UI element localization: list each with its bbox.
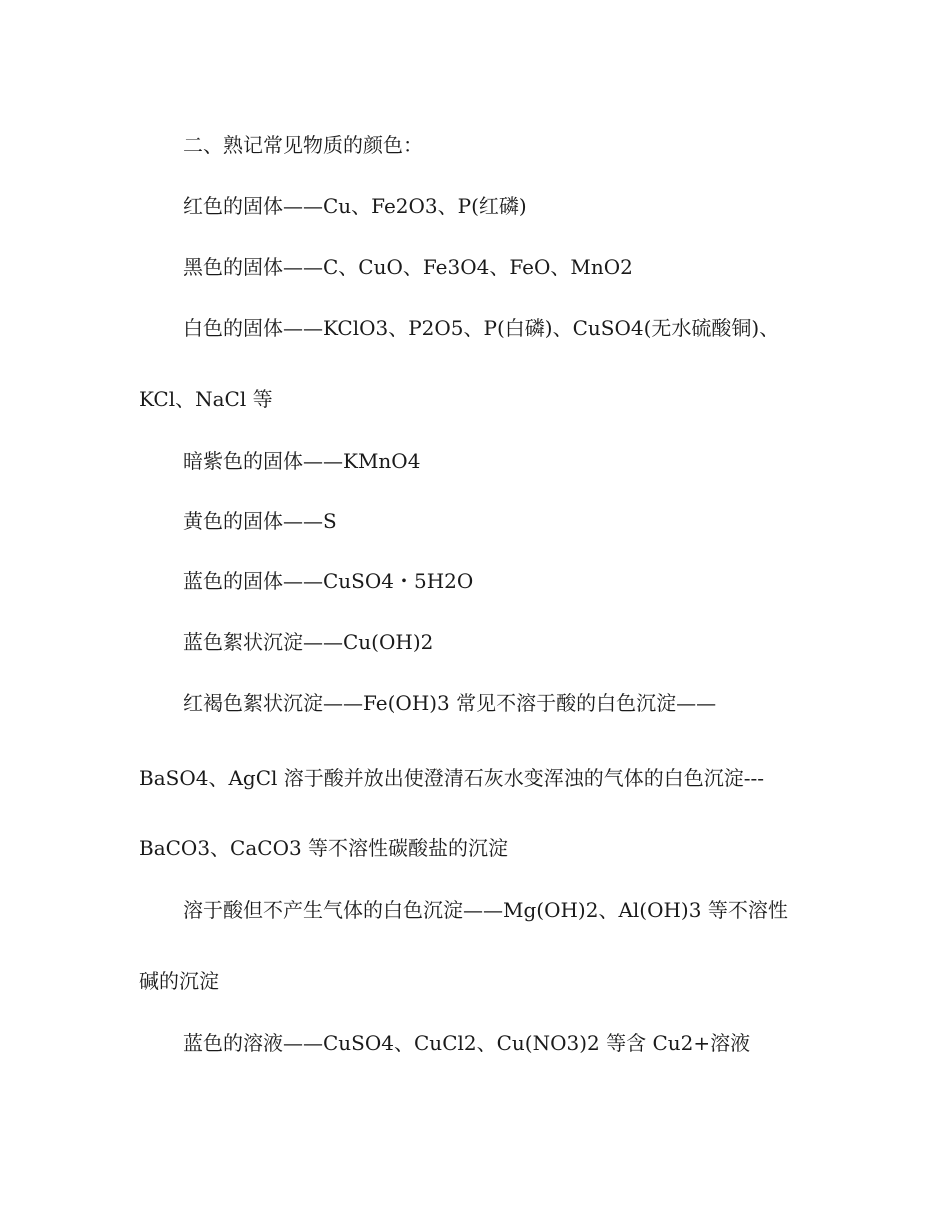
text-line-dark-purple-solid: 暗紫色的固体——KMnO4 [183,449,421,473]
text-line-acid-insoluble: BaSO4、AgCl 溶于酸并放出使澄清石灰水变浑浊的气体的白色沉淀--- [139,766,765,790]
text-line-red-brown-precipitate: 红褐色絮状沉淀——Fe(OH)3 常见不溶于酸的白色沉淀—— [183,691,717,715]
text-line-blue-solution: 蓝色的溶液——CuSO4、CuCl2、Cu(NO3)2 等含 Cu2+溶液 [183,1031,751,1055]
text-line-carbonates: BaCO3、CaCO3 等不溶性碳酸盐的沉淀 [139,836,509,860]
text-line-white-solid-cont: KCl、NaCl 等 [139,387,273,411]
text-line-red-solid: 红色的固体——Cu、Fe2O3、P(红磷) [183,194,527,218]
text-line-blue-solid: 蓝色的固体——CuSO4・5H2O [183,569,474,593]
text-line-blue-precipitate: 蓝色絮状沉淀——Cu(OH)2 [183,630,434,654]
text-line-black-solid: 黑色的固体——C、CuO、Fe3O4、FeO、MnO2 [183,255,633,279]
text-line-white-solid: 白色的固体——KClO3、P2O5、P(白磷)、CuSO4(无水硫酸铜)、 [183,316,780,340]
text-line-acid-soluble: 溶于酸但不产生气体的白色沉淀——Mg(OH)2、Al(OH)3 等不溶性 [183,898,788,922]
text-line-base-precipitate: 碱的沉淀 [139,969,219,993]
section-heading: 二、熟记常见物质的颜色： [183,133,423,157]
text-line-yellow-solid: 黄色的固体——S [183,509,337,533]
